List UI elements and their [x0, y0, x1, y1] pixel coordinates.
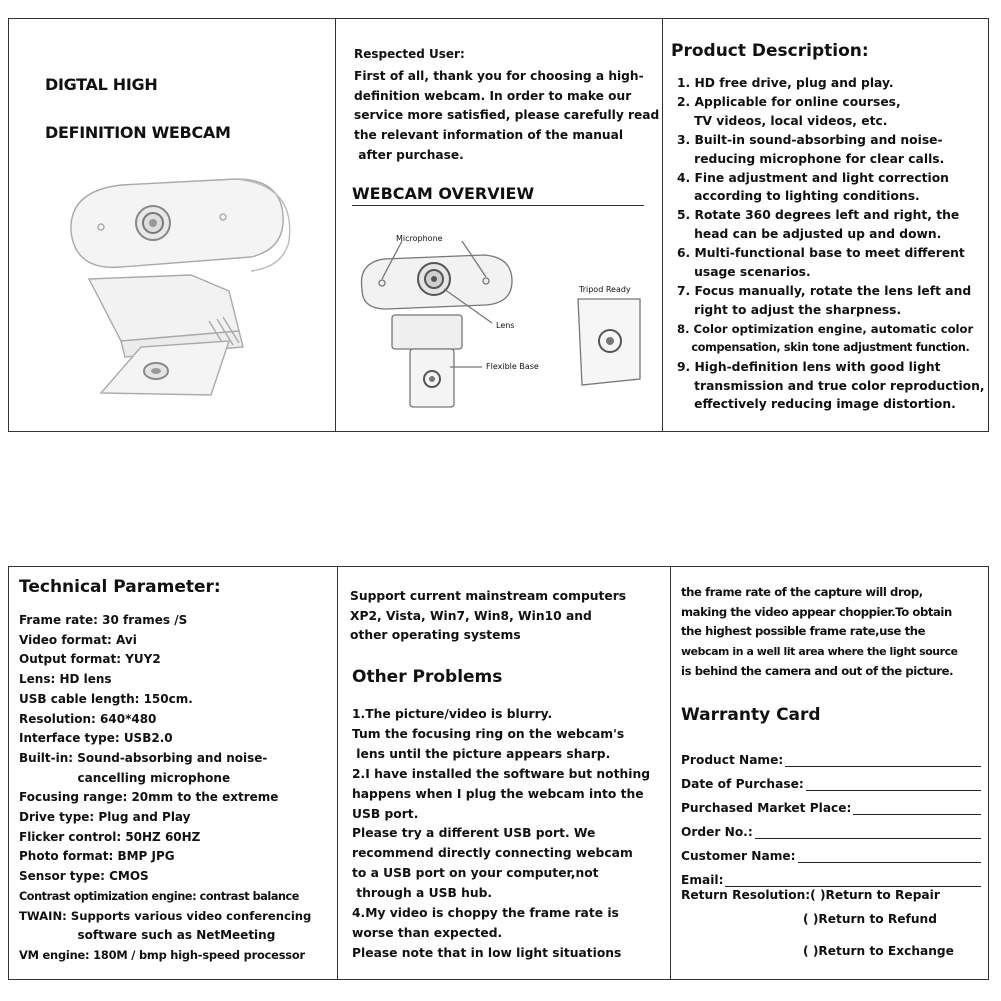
- intro-line: definition webcam. In order to make our: [354, 88, 632, 103]
- description-line: head can be adjusted up and down.: [677, 227, 942, 242]
- field-blank[interactable]: [853, 801, 981, 815]
- support-line: XP2, Vista, Win7, Win8, Win10 and: [350, 608, 592, 623]
- problems-text: [352, 705, 650, 964]
- field-label: Email:: [681, 873, 724, 887]
- return-refund[interactable]: ( )Return to Refund: [803, 912, 937, 926]
- overview-rule: [352, 205, 644, 206]
- tech-line: USB cable length: 150cm.: [19, 691, 193, 706]
- field-label: Customer Name:: [681, 849, 796, 863]
- field-blank[interactable]: [725, 873, 981, 887]
- continued-line: is behind the camera and out of the picture.: [681, 663, 954, 678]
- bottom-panel: [8, 566, 989, 980]
- intro-text: [354, 67, 659, 166]
- label-microphone: Microphone: [396, 234, 443, 243]
- description-line: 3. Built-in sound-absorbing and noise-: [677, 132, 943, 147]
- problem-line: to a USB port on your computer,not: [352, 866, 599, 881]
- description-line: right to adjust the sharpness.: [677, 302, 902, 317]
- tech-line: Photo format: BMP JPG: [19, 849, 175, 864]
- tech-line: Drive type: Plug and Play: [19, 810, 191, 825]
- problem-line: happens when I plug the webcam into the: [352, 786, 644, 801]
- description-line: 8. Color optimization engine, automatic color: [677, 321, 974, 336]
- description-line: reducing microphone for clear calls.: [677, 151, 945, 166]
- tech-line: VM engine: 180M / bmp high-speed processor: [19, 947, 305, 962]
- intro-line: after purchase.: [354, 147, 464, 162]
- tech-line: Lens: HD lens: [19, 672, 112, 687]
- webcam-overview-diagram: [344, 219, 654, 419]
- label-tripod-ready: Tripod Ready: [579, 285, 631, 294]
- webcam-illustration: [61, 171, 301, 421]
- tech-line: cancelling microphone: [19, 770, 231, 785]
- tech-line: software such as NetMeeting: [19, 928, 276, 943]
- cover-title-line1: DIGTAL HIGH: [45, 75, 158, 94]
- tech-line: Output format: YUY2: [19, 652, 161, 667]
- problem-line: through a USB hub.: [352, 886, 493, 901]
- return-exchange[interactable]: ( )Return to Exchange: [803, 944, 954, 958]
- warranty-title: Warranty Card: [681, 705, 821, 725]
- intro-line: the relevant information of the manual: [354, 128, 624, 143]
- description-line: usage scenarios.: [677, 265, 811, 280]
- description-title: Product Description:: [671, 41, 869, 61]
- field-email[interactable]: [681, 863, 981, 887]
- description-line: 5. Rotate 360 degrees left and right, the: [677, 208, 960, 223]
- problem-line: 4.My video is choppy the frame rate is: [352, 906, 619, 921]
- description-cell: [662, 19, 988, 431]
- tech-line: Contrast optimization engine: contrast balance: [19, 889, 299, 903]
- description-line: according to lighting conditions.: [677, 189, 920, 204]
- intro-line: First of all, thank you for choosing a high-: [354, 69, 644, 83]
- description-list: [677, 74, 985, 414]
- field-blank[interactable]: [798, 849, 981, 863]
- tech-line: Flicker control: 50HZ 60HZ: [19, 829, 201, 844]
- tech-cell: [9, 567, 337, 979]
- problem-line: recommend directly connecting webcam: [352, 846, 633, 861]
- cover-cell: [9, 19, 335, 431]
- tech-line: TWAIN: Supports various video conferencing: [19, 908, 312, 923]
- return-resolution-repair[interactable]: Return Resolution:( )Return to Repair: [681, 888, 940, 902]
- warranty-continued-text: [681, 583, 958, 682]
- problem-line: Please try a different USB port. We: [352, 826, 596, 841]
- field-label: Purchased Market Place:: [681, 801, 852, 815]
- continued-line: making the video appear choppier.To obtain: [681, 604, 952, 619]
- label-lens: Lens: [496, 321, 515, 330]
- description-line: compensation, skin tone adjustment function.: [677, 340, 970, 354]
- tech-line: Built-in: Sound-absorbing and noise-: [19, 750, 268, 765]
- continued-line: the frame rate of the capture will drop,: [681, 585, 923, 599]
- tech-line: Interface type: USB2.0: [19, 731, 173, 746]
- continued-line: webcam in a well lit area where the light source: [681, 645, 958, 659]
- support-line: other operating systems: [350, 628, 521, 643]
- continued-line: the highest possible frame rate,use the: [681, 624, 926, 639]
- field-label: Date of Purchase:: [681, 777, 804, 791]
- field-customer-name[interactable]: [681, 839, 981, 863]
- field-product-name[interactable]: [681, 743, 981, 767]
- problem-line: worse than expected.: [352, 925, 503, 940]
- field-label: Product Name:: [681, 753, 784, 767]
- description-line: TV videos, local videos, etc.: [677, 113, 888, 128]
- problem-line: lens until the picture appears sharp.: [352, 746, 611, 761]
- top-panel: [8, 18, 989, 432]
- problem-line: 1.The picture/video is blurry.: [352, 707, 553, 721]
- cover-title-line2: DEFINITION WEBCAM: [45, 123, 231, 142]
- warranty-cell: [670, 567, 988, 979]
- description-line: 4. Fine adjustment and light correction: [677, 170, 949, 185]
- problem-line: Please note that in low light situations: [352, 945, 622, 960]
- overview-title: WEBCAM OVERVIEW: [352, 184, 535, 203]
- problems-title: Other Problems: [352, 667, 503, 687]
- description-line: transmission and true color reproduction,: [677, 378, 985, 393]
- field-blank[interactable]: [785, 753, 981, 767]
- field-order-no[interactable]: [681, 815, 981, 839]
- tech-line: Resolution: 640*480: [19, 711, 157, 726]
- description-line: 6. Multi-functional base to meet different: [677, 246, 965, 261]
- greeting: Respected User:: [354, 47, 465, 61]
- tech-line: Frame rate: 30 frames /S: [19, 613, 188, 627]
- support-line: Support current mainstream computers: [350, 589, 627, 603]
- label-flexible-base: Flexible Base: [486, 362, 539, 371]
- tech-line: Video format: Avi: [19, 632, 137, 647]
- description-line: effectively reducing image distortion.: [677, 397, 956, 412]
- description-line: 2. Applicable for online courses,: [677, 94, 901, 109]
- problem-line: Tum the focusing ring on the webcam's: [352, 726, 625, 741]
- tech-list: [19, 611, 311, 966]
- description-line: 1. HD free drive, plug and play.: [677, 76, 894, 90]
- field-date-of-purchase[interactable]: [681, 767, 981, 791]
- intro-line: service more satisfied, please carefully read: [354, 108, 660, 123]
- intro-cell: [335, 19, 662, 431]
- tech-line: Focusing range: 20mm to the extreme: [19, 790, 279, 805]
- field-blank[interactable]: [755, 825, 981, 839]
- field-label: Order No.:: [681, 825, 753, 839]
- description-line: 7. Focus manually, rotate the lens left and: [677, 283, 972, 298]
- description-line: 9. High-definition lens with good light: [677, 359, 941, 374]
- support-text: [350, 587, 626, 646]
- warranty-fields: [681, 743, 981, 887]
- problem-line: 2.I have installed the software but nothing: [352, 766, 651, 781]
- tech-line: Sensor type: CMOS: [19, 869, 149, 884]
- tech-title: Technical Parameter:: [19, 577, 221, 597]
- support-cell: [337, 567, 670, 979]
- problem-line: USB port.: [352, 806, 419, 821]
- field-blank[interactable]: [806, 777, 981, 791]
- field-market-place[interactable]: [681, 791, 981, 815]
